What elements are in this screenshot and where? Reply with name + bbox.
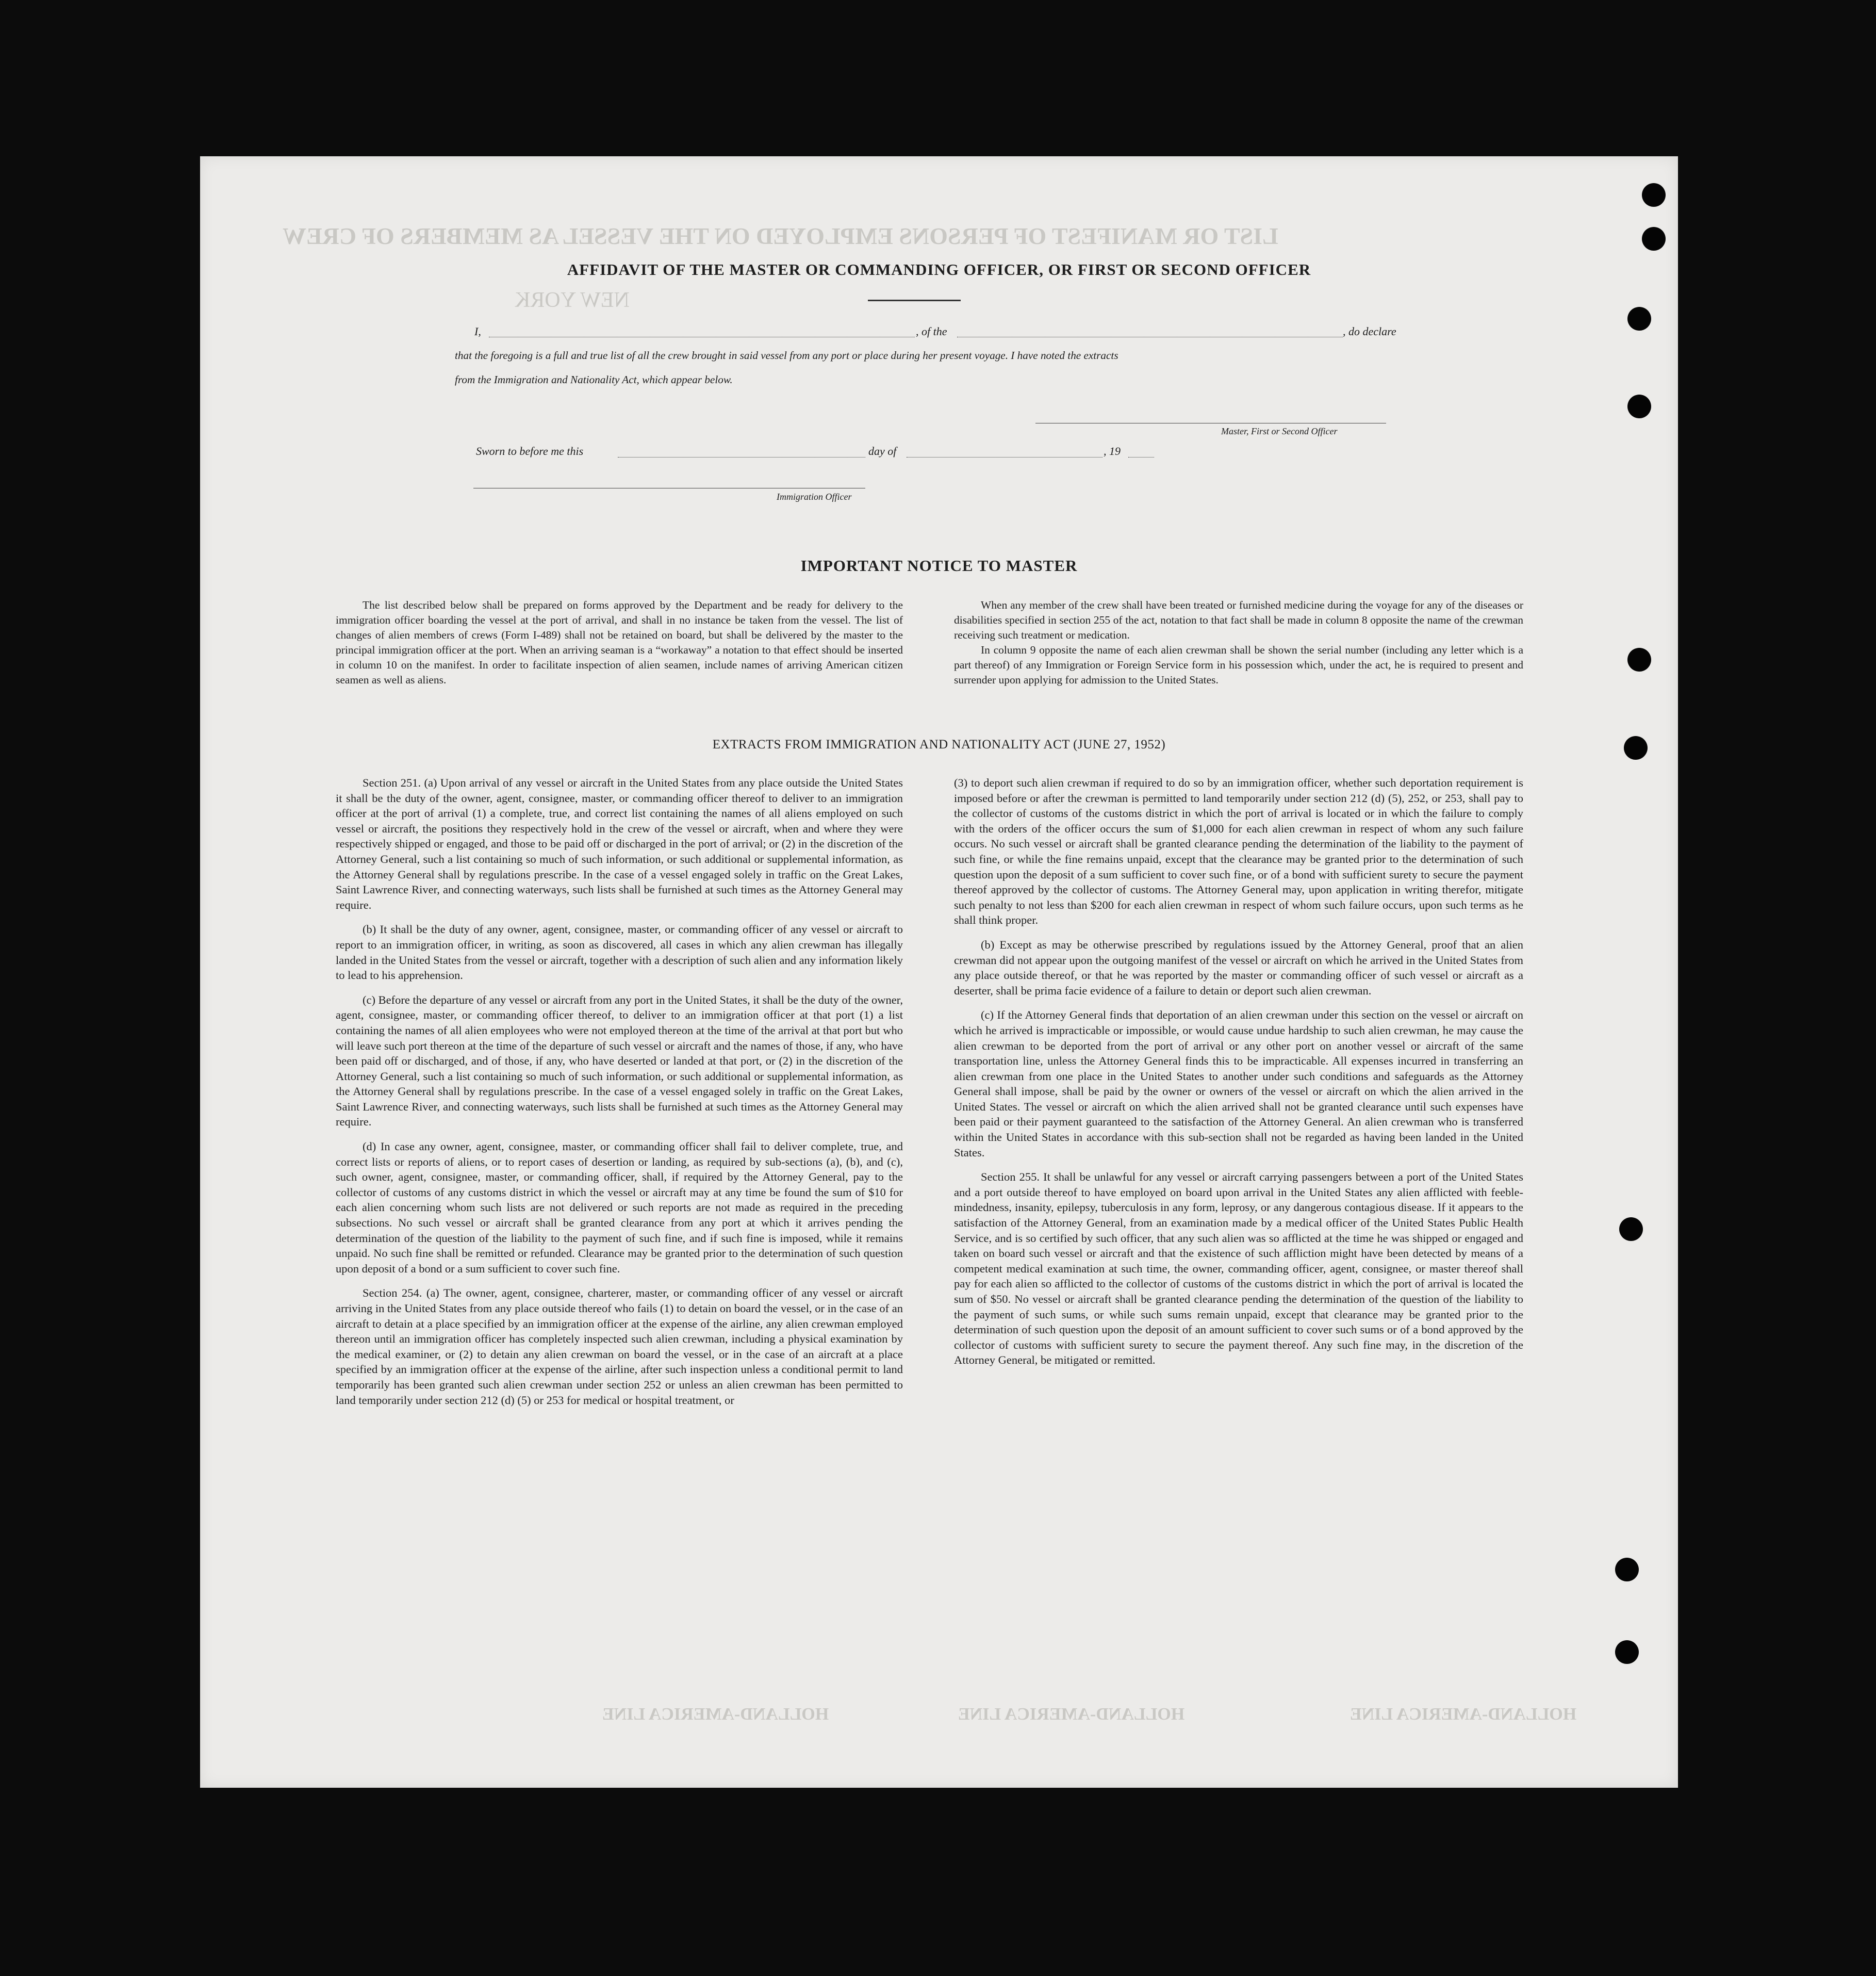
section-251-b: (b) It shall be the duty of any owner, agent, consignee, master, or commanding officer of any vessel or aircraft to report to an immigration officer, in writing, as soon as discovered, all cases in which any alien crewman has illegally landed in the United States from the vessel or aircraft, together with a description of such alien and any information likely to lead to his apprehension. [336, 923, 903, 982]
affidavit-i-label: I, [474, 325, 481, 338]
extracts-right-column [954, 775, 1523, 1377]
extracts-left-column [336, 775, 903, 1417]
affidavit-line-3: from the Immigration and Nationality Act, which appear below. [455, 373, 733, 386]
officer-caption: Immigration Officer [777, 492, 852, 502]
bleedthrough-footer-1: HOLLAND-AMERICA LINE [602, 1705, 829, 1724]
master-caption: Master, First or Second Officer [1221, 426, 1338, 436]
section-254-b: (b) Except as may be otherwise prescribed by regulations issued by the Attorney General, proof that an alien crewman did not appear upon the outgoing manifest of the vessel or aircraft on which he arrived in the United States from any place outside thereof, or that he was reported by the master or commanding officer of such vessel or aircraft as a deserter, shall be prima facie evidence of a failure to detain or deport such alien crewman. [954, 938, 1523, 997]
notice-left-column [336, 598, 903, 697]
section-254-a-cont: (3) to deport such alien crewman if required to do so by an immigration officer, whether such deportation requirement is imposed before or after the crewman is permitted to land temporarily under section 212 (d) (5), 252, or 253, shall pay to the collector of customs of the customs district in which the port of arrival is located or in which the failure to comply with the orders of the officer occurs the sum of $1,000 for each alien crewman in respect of whom any such failure occurs. No such vessel or aircraft shall be granted clearance pending the determination of the liability to the payment of such fine, or while the fine remains unpaid, except that the clearance may be granted prior to the determination of such question upon the deposit of a sum sufficient to cover such fine, or of a bond with sufficient surety to secure the payment thereof approved by the collector of customs. The Attorney General may, upon application in writing therefor, mitigate such penalty to not less than $200 for each alien crewman in respect of whom such failure occurs, upon such terms as he shall think proper. [954, 776, 1523, 927]
section-251-d: (d) In case any owner, agent, consignee, master, or commanding officer shall fail to deliver complete, true, and correct lists or reports of aliens, or to report cases of desertion or landing, as required by sub-sections (a), (b), and (c), such owner, agent, consignee, master, or commanding officer, shall, if required by the Attorney General, pay to the collector of customs of any customs district in which the vessel or aircraft may at any time be found the sum of $10 for each alien concerning whom such lists are not delivered or such reports are not made as required in the preceding subsections. No such vessel or aircraft shall be granted clearance from any port at which it arrives pending the determination of the question of the liability to the payment of such fine, and if such fine is imposed, while it remains unpaid. No such fine shall be remitted or refunded. Clearance may be granted prior to the determination of such question upon deposit of a bond or a sum sufficient to cover such fine. [336, 1140, 903, 1275]
punch-hole [1624, 736, 1648, 760]
bleedthrough-port-stamp: NEW YORK [515, 288, 630, 312]
bleedthrough-footer-2: HOLLAND-AMERICA LINE [958, 1705, 1185, 1724]
bleedthrough-title: LIST OR MANIFEST OF PERSONS EMPLOYED ON THE VESSEL AS MEMBERS OF CREW [283, 223, 1278, 249]
punch-hole [1615, 1640, 1639, 1664]
extracts-title: EXTRACTS FROM IMMIGRATION AND NATIONALITY ACT (JUNE 27, 1952) [712, 738, 1166, 752]
punch-hole [1627, 648, 1651, 672]
officer-signature-line [473, 487, 865, 488]
section-254-c: (c) If the Attorney General finds that deportation of an alien crewman under this section on the vessel or aircraft on which he arrived is impracticable or impossible, or would cause undue hardship to such alien crewman, he may cause the alien crewman to be deported from the port of arrival or any other port on another vessel or aircraft of the same transportation line, unless the Attorney General finds this to be impracticable. All expenses incurred in transferring an alien crewman from one place in the United States to another under such conditions and safeguards as the Attorney General shall impose, shall be paid by the owner or owners of the vessel or aircraft on which the alien arrived in the United States. The vessel or aircraft on which the alien arrived shall not be granted clearance until such expenses have been paid or their payment guaranteed to the satisfaction of the Attorney General. An alien crewman who is transferred within the United States in accordance with this sub-section shall not be regarded as having been landed in the United States. [954, 1008, 1523, 1159]
punch-hole [1642, 227, 1666, 251]
section-251-a: Section 251. (a) Upon arrival of any vessel or aircraft in the United States from any place outside the United States it shall be the duty of the owner, agent, consignee, master, or commanding officer thereof to deliver to an immigration officer at the port of arrival (1) a complete, true, and correct list containing the names of all aliens employed on such vessel or aircraft, the positions they respectively hold in the crew of the vessel or aircraft, when and where they were respectively shipped or engaged, and those to be paid off or discharged in the port of arrival; or (2) in the discretion of the Attorney General, such a list containing so much of such information, or such additional or supplemental information, as the Attorney General shall by regulations prescribe. In the case of a vessel engaged solely in traffic on the Great Lakes, Saint Lawrence River, and connecting waterways, such lists shall be furnished at such times as the Attorney General may require. [336, 776, 903, 911]
sworn-day-fill-line [618, 456, 865, 458]
affidavit-declare-label: , do declare [1343, 325, 1396, 338]
sworn-label: Sworn to before me this [476, 445, 584, 458]
section-251-c: (c) Before the departure of any vessel or aircraft from any port in the United States, it shall be the duty of the owner, agent, consignee, master, or commanding officer thereof, to deliver to an immigration officer at that port (1) a list containing the names of all alien employees who were not employed thereon at the time of the arrival at that port but who will leave such port thereon at the time of the departure of such vessel or aircraft and the names of those, if any, who have been paid off or discharged, and of those, if any, who have deserted or landed at that port, or (2) in the discretion of the Attorney General, such a list containing so much of such information, or such additional or supplemental information, as the Attorney General shall by regulations prescribe. In the case of a vessel engaged solely in traffic on the Great Lakes, Saint Lawrence River, and connecting waterways, such lists shall be furnished at such times as the Attorney General may require. [336, 993, 903, 1129]
punch-hole [1642, 183, 1666, 207]
vessel-fill-line [957, 336, 1343, 337]
bleedthrough-footer-3: HOLLAND-AMERICA LINE [1350, 1705, 1577, 1724]
notice-right-paragraph-2: In column 9 opposite the name of each alien crewman shall be shown the serial number (including any letter which is a part thereof) of any Immigration or Foreign Service form in his possession which, under the act, he is required to present and surrender upon applying for admission to the United States. [954, 644, 1523, 686]
section-255: Section 255. It shall be unlawful for any vessel or aircraft carrying passengers between a port of the United States and a port outside thereof to have employed on board upon arrival in the United States any alien afflicted with feeble-mindedness, insanity, epilepsy, tuberculosis in any form, leprosy, or any dangerous contagious disease. If it appears to the satisfaction of the Attorney General, from an examination made by a medical officer of the United States Public Health Service, and is so certified by such officer, that any such alien was so afflicted at the time he was shipped or engaged and taken on board such vessel or aircraft and that the existence of such affliction might have been detected by means of a competent medical examination at such time, the owner, commanding officer, agent, consignee, or master thereof shall pay for each alien so afflicted to the collector of customs of the customs district in which the port of arrival is located the sum of $50. No vessel or aircraft shall be granted clearance pending the determination of the question of the liability to the payment of such sums, or while such sums remain unpaid, except that clearance may be granted prior to the determination of such question upon the deposit of an amount sufficient to cover such sums or of a bond approved by the collector of customs with sufficient surety to secure the payment thereof. Any such fine may, in the discretion of the Attorney General, be mitigated or remitted. [954, 1170, 1523, 1367]
notice-title: IMPORTANT NOTICE TO MASTER [800, 557, 1078, 575]
sworn-year-label: , 19 [1104, 445, 1121, 458]
document-page [200, 156, 1678, 1788]
affidavit-title-rule [868, 299, 961, 301]
notice-left-paragraph: The list described below shall be prepared on forms approved by the Department and be ready for delivery to the immigration officer boarding the vessel at the port of arrival, and shall in no instance be taken from the vessel. The list of changes of alien members of crews (Form I-489) shall not be retained on board, but shall be delivered by the master to the principal immigration officer at the port. When an arriving seaman is a “workaway” a notation to that effect should be inserted in column 10 on the manifest. In order to facilitate inspection of alien seamen, include names of arriving American citizen seamen as well as aliens. [336, 599, 903, 686]
punch-hole [1627, 307, 1651, 331]
notice-right-paragraph-1: When any member of the crew shall have been treated or furnished medicine during the voyage for any of the diseases or disabilities specified in section 255 of the act, notation to that fact shall be made in column 8 opposite the name of the crewman receiving such treatment or medication. [954, 599, 1523, 641]
punch-hole [1627, 395, 1651, 418]
master-signature-line [1035, 422, 1386, 423]
notice-right-column [954, 598, 1523, 697]
name-fill-line [489, 336, 915, 337]
punch-hole [1619, 1217, 1643, 1241]
punch-hole [1615, 1558, 1639, 1581]
affidavit-title: AFFIDAVIT OF THE MASTER OR COMMANDING OFFICER, OR FIRST OR SECOND OFFICER [567, 260, 1311, 279]
affidavit-of-the-label: , of the [916, 325, 947, 338]
sworn-year-fill-line [1128, 456, 1154, 458]
sworn-day-of-label: day of [868, 445, 897, 458]
affidavit-line-2: that the foregoing is a full and true list of all the crew brought in said vessel from any port or place during her present voyage. I have noted the extracts [455, 349, 1118, 362]
section-254-a: Section 254. (a) The owner, agent, consignee, charterer, master, or commanding officer of any vessel or aircraft arriving in the United States from any place outside thereof who fails (1) to detain on board the vessel, or in the case of an aircraft to detain at a place specified by an immigration officer at the expense of the airline, any alien crewman employed thereon until an immigration officer has completely inspected such alien crewman, including a physical examination by the medical examiner, or (2) to detain any alien crewman on board the vessel, or in the case of an aircraft at a place specified by an immigration officer at the expense of the airline, after such inspection unless a conditional permit to land temporarily has been granted such alien crewman under section 252 or unless an alien crewman has been permitted to land temporarily under section 212 (d) (5) or 253 for medical or hospital treatment, or [336, 1286, 903, 1407]
sworn-month-fill-line [907, 456, 1102, 458]
